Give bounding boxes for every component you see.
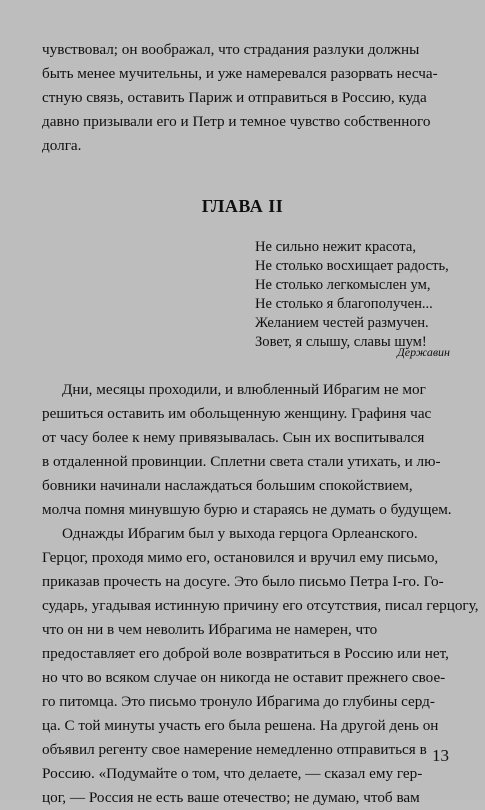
text-line: в отдаленной провинции. Сплетни света стали утихать, и лю- [42, 453, 441, 470]
main-paragraphs [42, 378, 479, 810]
text-line: Россию. «Подумайте о том, что делаете, — сказал ему гер- [42, 765, 423, 782]
epigraph-line: Зовет, я слышу, славы шум! [255, 334, 427, 350]
epigraph [255, 238, 465, 352]
text-line: цог, — Россия не есть ваше отечество; не думаю, чтоб вам [42, 789, 420, 806]
page-number: 13 [432, 746, 449, 765]
text-line: что он ни в чем неволить Ибрагима не намерен, что [42, 621, 378, 638]
text-line: Дни, месяцы проходили, и влюбленный Ибрагим не мог [62, 381, 426, 398]
text-line: молча помня минувшую бурю и стараясь не думать о будущем. [42, 501, 452, 518]
text-line: го питомца. Это письмо тронуло Ибрагима до глубины серд- [42, 693, 435, 710]
text-line: быть менее мучительны, и уже намеревался разорвать несча- [42, 65, 438, 82]
text-line: решиться оставить им обольщенную женщину. Графиня час [42, 405, 432, 422]
text-line: объявил регенту свое намерение немедленно отправиться в [42, 741, 427, 758]
text-line: ца. С той минуты участь его была решена. На другой день он [42, 717, 439, 734]
text-line: приказав прочесть на досуге. Это было письмо Петра I-го. Го- [42, 573, 444, 590]
text-line: чувствовал; он воображал, что страдания разлуки должны [42, 41, 420, 58]
epigraph-line: Желанием честей размучен. [255, 315, 429, 331]
text-line: предоставляет его доброй воле возвратиться в Россию или нет, [42, 645, 449, 662]
text-line: от часу более к нему привязывалась. Сын их воспитывался [42, 429, 425, 446]
text-line: Однажды Ибрагим был у выхода герцога Орлеанского. [62, 525, 418, 542]
epigraph-line: Не столько я благополучен... [255, 296, 433, 312]
text-line: сударь, угадывая истинную причину его отсутствия, писал герцогу, [42, 597, 479, 614]
chapter-title: ГЛАВА II [201, 196, 284, 216]
text-line: Герцог, проходя мимо его, остановился и вручил ему письмо, [42, 549, 439, 566]
epigraph-author: Державин [397, 345, 450, 359]
text-line: бовники начинали наслаждаться большим спокойствием, [42, 477, 413, 494]
text-line: долга. [42, 137, 82, 154]
text-line: но что во всяком случае он никогда не оставит прежнего свое- [42, 669, 446, 686]
epigraph-line: Не сильно нежит красота, [255, 239, 416, 255]
epigraph-line: Не столько легкомыслен ум, [255, 277, 431, 293]
top-paragraph [42, 38, 462, 158]
text-line: давно призывали его и Петр и темное чувство собственного [42, 113, 431, 130]
epigraph-line: Не столько восхищает радость, [255, 258, 449, 274]
text-line: стную связь, оставить Париж и отправиться в Россию, куда [42, 89, 427, 106]
